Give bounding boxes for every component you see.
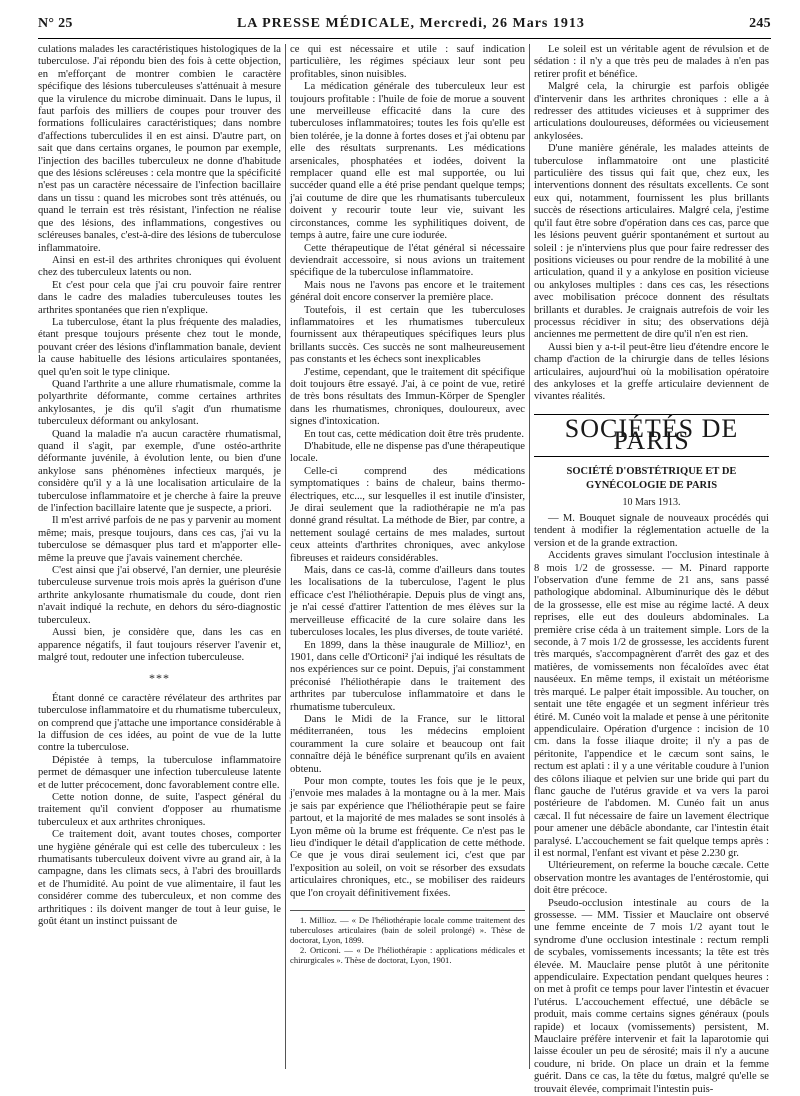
paragraph: J'estime, cependant, que le traitement dit spécifique doit toujours être essayé. J'ai, à ce point de vue, retiré de très bons résultats des Immun-Körper de Spengler dans les rhumatismes, chroniques, douloureux, avec signes d'intoxication. [290,366,525,428]
masthead-title: LA PRESSE MÉDICALE, Mercredi, 26 Mars 1913 [236,16,585,31]
paragraph: La tuberculose, étant la plus fréquente des maladies, étant presque toujours présente chez tout le monde, pouvant créer des lésions d'inflammation banale, devient la cause habituelle des lésions articulaires spontanées, quel qu'en soit le type clinique. [38,316,281,378]
footnote: 2. Orticoni. — « De l'héliothérapie : applications médicales et chirurgicales ». Thèse de doctorat, Lyon, 1901. [290,945,525,966]
paragraph: Malgré cela, la chirurgie est parfois obligée d'intervenir dans les arthrites chroniques : elle a à redresser des attitudes vicieuses et à supprimer des articulations douloureuses, déformées ou vicieusement ankylosées. [534,81,769,142]
paragraph: Il m'est arrivé parfois de ne pas y parvenir au moment même; mais, presque toujours, dans ces cas, j'ai vu la tuberculose se démasquer plus tard et m'apporter elle-même la preuve que j'avais vainement cherchée. [38,515,281,564]
paragraph: Étant donné ce caractère révélateur des arthrites par tuberculose inflammatoire et du rhumatisme tuberculeux, on comprend que j'attache une importance considérable à la diffusion de ces idées, au point de vue de la lutte contre la tuberculose. [38,692,281,754]
paragraph: ce qui est nécessaire et utile : sauf indication particulière, les régimes spéciaux leur sont peu profitables, sinon nuisibles. [290,44,525,80]
paragraph: Mais nous ne l'avons pas encore et le traitement général doit encore conserver la première place. [290,279,525,304]
columns [38,44,771,1095]
paragraph: Pseudo-occlusion intestinale au cours de la grossesse. — MM. Tissier et Mauclaire ont observé une femme enceinte de 7 mois 1/2 ayant tout le syndrome d'une occlusion intestinale : rectum rempli de scybales, vomissements incessants; la tête est très élevée. M. Mauclaire pense plutôt à une péritonite appendiculaire. Expectation pendant quelques heures : on met à profit ce temps pour laver l'intestin et évacuer l'utérus. L'accouchement effectué, une débâcle se produit, mais comme certains signes généraux (pouls rapide) et locaux (vomissements) persistent, M. Mauclaire préfère intervenir et fait la laparotomie qui laisse écouler un peu de sérosité; mais il n'y a aucune coudure, ni bride. On place un drain et la femme guérit. Dans ce cas, la tête du fœtus, malgré qu'elle se trouvait élevée, comprimait l'intestin puis- [534,897,769,1095]
paragraph: D'une manière générale, les malades atteints de tuberculose inflammatoire ont une plasticité particulière des tissus qui fait que, chez eux, les interventions donnent des résultats excellents. Ce sont eux qui, notamment, fournissent les plus brillants succès de résections articulaires. Malgré cela, j'estime qu'il faut être sobre d'opération dans ces cas, parce que les lésions peuvent guérir spontanément et surtout au soleil : je n'interviens plus que pour faire redresser des positions vicieuses ou pour rendre de la mobilité à une articulation, quand il y a ankylose en position vicieuse ou ankyloses multiples : dans ces cas, les résections avec mobilisation précoce donnent des résultats brillants et durables. Je craignais autrefois de voir les processus récidiver in situ; des observations déjà anciennes me permettent de dire qu'il n'en est rien. [534,143,769,341]
paragraph: Quand l'arthrite a une allure rhumatismale, comme la polyarthrite déformante, comme certaines arthrites ankylosantes, je dis qu'il s'agit d'un rhumatisme tuberculeux déformant ou ankylosant. [38,378,281,428]
paragraph: Quand la maladie n'a aucun caractère rhumatismal, quand il s'agit, par exemple, d'une ostéo-arthrite déformante juvénile, à évolution lente, ou bien d'une ankylose sans phénomènes infectieux marqués, je considère qu'il y a là une localisation articulaire de la tuberculose inflammatoire et je cherche à faire la preuve de l'infection bacillaire latente que je suspecte, a priori. [38,428,281,515]
paragraph: Dépistée à temps, la tuberculose inflammatoire permet de démasquer une infection tuberculeuse latente et de lutter précocement, donc favorablement contre elle. [38,754,281,791]
paragraph: Ultérieurement, on referme la bouche cæcale. Cette observation montre les avantages de l'entérostomie, qui doit être précoce. [534,860,769,897]
column-2 [285,44,529,1069]
paragraph: culations malades les caractéristiques histologiques de la tuberculose. J'ai répondu bien des fois à cette objection, en m'efforçant de montrer combien le caractère spécifique des lésions tuberculeuses s'atténuait à mesure que la virulence du microbe diminuait. Dans le lupus, il faut parfois des milliers de coupes pour trouver des formations folliculaires caractéristiques; dans nombre d'affections tuberculides il en est ainsi. D'autre part, on sait que dans certains organes, le poumon par exemple, l'injection des bacilles tuberculeux ne donne d'habitude que des lésions scléreuses : cela montre que la spécificité n'est pas un caractère nécessaire de l'infection bacillaire dans un tissu : quand les microbes sont très atténués, ou quand le terrain est très résistant, l'infection ne réalise que des lésions, des inflammations, congestives ou scléreuses banales, c'est-à-dire des lésions de tuberculose inflammatoire. [38,44,281,254]
paragraph: Le soleil est un véritable agent de révulsion et de sédation : il n'y a que très peu de malades à n'en pas retirer profit et bénéfice. [534,44,769,80]
column-3 [529,44,769,1095]
paragraph: En 1899, dans la thèse inaugurale de Millioz¹, en 1901, dans celle d'Orticoni² j'ai indiqué les résultats de nos expériences sur ce point. Depuis, j'ai constamment préconisé l'héliothérapie dans le traitement des arthrites par tuberculose inflammatoire et dans le rhumatisme tuberculeux. [290,639,525,713]
page-header [38,16,771,39]
paragraph: C'est ainsi que j'ai observé, l'an dernier, une pleurésie tuberculeuse survenue trois mois après la guérison d'une arthrite ankylosante rhumatismale du coude, dont rien n'avait indiqué la rechute, en dehors du séro-diagnostic tuberculeux. [38,565,281,626]
paragraph: Cette thérapeutique de l'état général si nécessaire deviendrait accessoire, si nous avions un traitement spécifique de la tuberculose inflammatoire. [290,242,525,279]
newspaper-page [38,16,771,1095]
paragraph: Toutefois, il est certain que les tuberculoses inflammatoires et les rhumatismes tuberculeux fournissent aux thérapeutiques spécifiques leurs plus brillants succès. Ces succès ne sont malheureusement pas constants et les échecs sont inexplicables [290,304,525,366]
section-heading: SOCIÉTÉS DE PARIS [534,414,769,457]
asterism-divider: *** [149,671,170,686]
paragraph: Celle-ci comprend des médications symptomatiques : bains de chaleur, bains thermo-électriques, etc..., sur lesquelles il est inutile d'insister, Je dirai seulement que la radiothérapie ne m'a pas donné grand résultat. La méthode de Bier, par contre, a nettement soulagé certains de mes malades, surtout ceux atteints d'arthrites chroniques, avec ankylose fibreuses et raideurs considérables. [290,465,525,564]
paragraph: Ainsi en est-il des arthrites chroniques qui évoluent chez des tuberculeux latents ou non. [38,254,281,279]
footnote: 1. Millioz. — « De l'héliothérapie locale comme traitement des tuberculoses articulaires (bain de soleil prolongé) ». Thèse de doctorat, Lyon, 1899. [290,915,525,946]
paragraph: Aussi bien, je considère que, dans les cas en apparence négatifs, il faut toujours réserver l'avenir et, malgré tout, redouter une infection tuberculeuse. [38,627,281,663]
footnotes [290,910,525,965]
paragraph: Pour mon compte, toutes les fois que je le peux, j'envoie mes malades à la montagne ou à la mer. Mais je sais par expérience que l'héliothérapie peut se faire partout, et la majorité de mes malades se sont insolés à Lyon même où la brume est fréquente. Ce n'est pas le lieu d'indiquer le détail d'application de cette méthode. Ce que je vous dirai seulement ici, c'est que par l'exposition au soleil, on voit se résorber des exsudats articulaires chroniques, etc., se mobiliser des raideurs que l'on croyait définitivement fixées. [290,775,525,899]
paragraph: Ce traitement doit, avant toutes choses, comporter une hygiène générale qui est celle des tuberculeux : les rhumatisants tuberculeux doivent vivre au grand air, à la campagne, dans les climats secs, à l'abri des brouillards et de l'humidité. Au point de vue alimentaire, il faut les considérer comme des tuberculeux, et non comme des arthritiques : ils doivent manger de tout à leur guise, le goût étant un instinct puissant de [38,829,281,928]
society-name: SOCIÉTÉ D'OBSTÉTRIQUE ET DE GYNÉCOLOGIE DE PARIS [566,465,737,491]
column-1 [38,44,285,1069]
paragraph: Aussi bien y a-t-il peut-être lieu d'étendre encore le champ d'action de la chirurgie dans de telles lésions articulaires, aujourd'hui où la mobilisation opératoire des ankyloses et la greffe articulaire deviennent de vivantes réalités. [534,341,769,403]
session-date: 10 Mars 1913. [622,496,681,508]
paragraph: D'habitude, elle ne dispense pas d'une thérapeutique locale. [290,441,525,465]
paragraph: Accidents graves simulant l'occlusion intestinale à 8 mois 1/2 de grossesse. — M. Pinard rapporte l'observation d'une femme de 21 ans, sans passé pathologique abdominal. Albuminurique dès le début de la grossesse, elle est mise au régime lacté. A deux reprises, elle eut des douleurs abdominales. La première crise céda à un traitement simple. Lors de la seconde, à 7 mois 1/2 de grossesse, les accidents furent très marqués, s'accompagnèrent d'arrêt des gaz et des matières, de vomissements non fécaloïdes avec état nauséeux. En même temps, il existait un météorisme très marqué. Le palper était impossible. Au toucher, on sentait une tête engagée et un segment inférieur très étiré. M. Cunéo voit la malade et pense à une péritonite appendiculaire. Opération d'urgence : incision de 10 cm. dans la fosse iliaque droite; il n'y a pas de péritonite, l'appendice et le cæcum sont sains, le rectum est aplati : il y a une véritable coudure à l'union des côlons iliaque et pelvien sur une bride qui part du flanc gauche de l'utérus gravide et va vers la paroi postérieure de l'abdomen. M. Cunéo fait un anus cæcal. Il fut nécessaire de faire un lavement électrique pour amener une débâcle abondante, car l'intestin était paralysé. L'accouchement se fait quelque temps après : il est normal, l'enfant est vivant et pèse 2.230 gr. [534,550,769,859]
paragraph: — M. Bouquet signale de nouveaux procédés qui tendent à modifier la réglementation actuelle de la version et de la grande extraction. [534,513,769,549]
paragraph: Et c'est pour cela que j'ai cru pouvoir faire rentrer dans le cadre des maladies tuberculeuses toutes les arthrites spontanées que rien n'explique. [38,279,281,316]
paragraph: Cette notion donne, de suite, l'aspect général du traitement qu'il convient d'opposer au rhumatisme tuberculeux et aux arthrites chroniques. [38,791,281,828]
paragraph: En tout cas, cette médication doit être très prudente. [304,428,525,440]
paragraph: La médication générale des tuberculeux leur est toujours profitable : l'huile de foie de morue a souvent une merveilleuse efficacité dans la cure des tuberculoses inflammatoires; toutes les fois qu'elle est bien tolérée, je la donne à fortes doses et j'ai obtenu par elle des résultats surprenants. Les médications arsenicales, phosphatées et iodées, doivent la remplacer quand elle est mal supportée, ou lui succéder quand elle a été prise pendant quelque temps; j'ai coutume de dire que les rhumatisants tuberculeux doivent y recourir toute leur vie, suivant les circonstances, comme les syphilitiques doivent, de temps à autre, faire une cure iodurée. [290,81,525,242]
issue-number: N° 25 [38,16,73,31]
paragraph: Dans le Midi de la France, sur le littoral méditerranéen, tous les médecins emploient couramment la cure solaire et beaucoup ont fait connaître déjà le bénéfice surprenant qu'ils en avaient obtenu. [290,713,525,775]
page-folio: 245 [749,16,771,31]
paragraph: Mais, dans ce cas-là, comme d'ailleurs dans toutes les localisations de la tuberculose, l'agent le plus efficace c'est l'héliothérapie. Depuis plus de vingt ans, je n'ai cessé d'attirer l'attention de mes élèves sur la merveilleuse efficacité de la cure solaire dans les tuberculoses locales, les plus diverses, de toute variété. [290,565,525,639]
